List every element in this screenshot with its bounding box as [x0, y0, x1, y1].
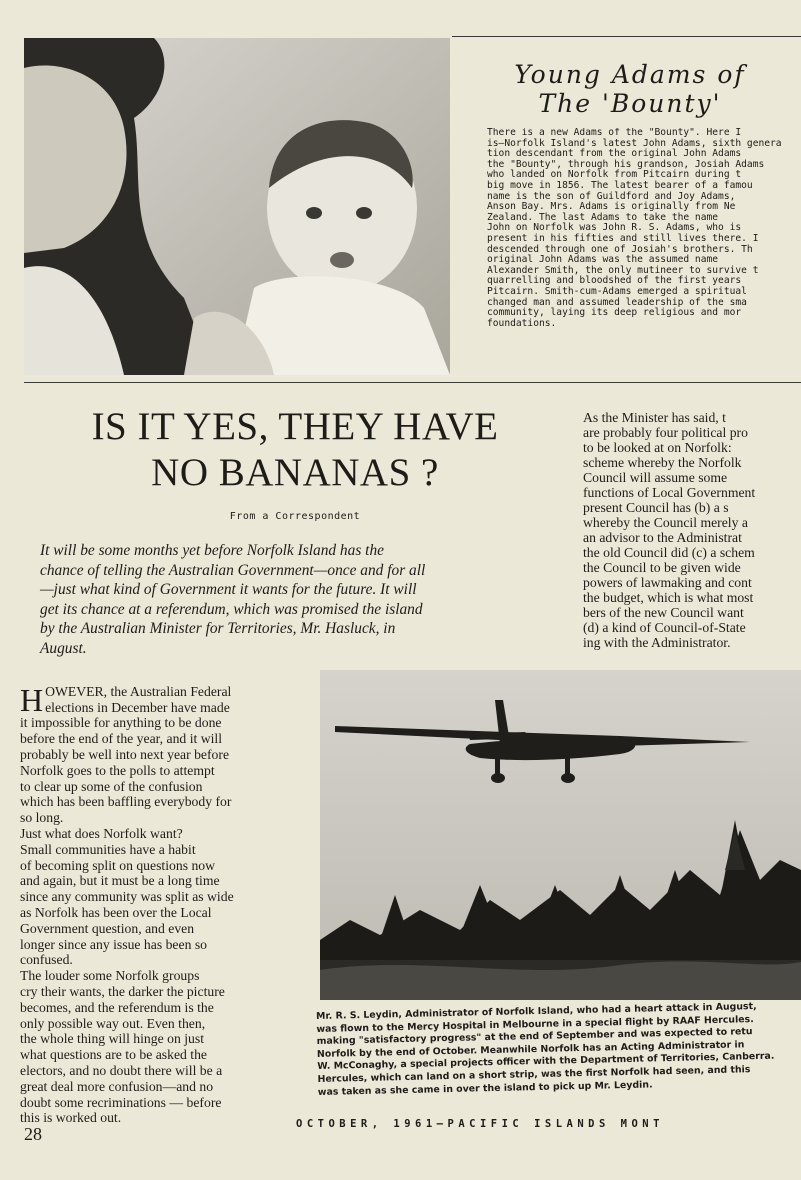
top-rule — [452, 36, 801, 37]
page-number: 28 — [24, 1124, 42, 1144]
photo-illustration — [24, 38, 450, 375]
headline: IS IT YES, THEY HAVE NO BANANAS ? — [91, 405, 499, 494]
article-body — [20, 668, 284, 1126]
drop-cap: H — [20, 681, 44, 718]
sidebar-title: Young Adams of The 'Bounty' — [514, 60, 746, 118]
running-footer: OCTOBER, 1961—PACIFIC ISLANDS MONT — [296, 1118, 664, 1130]
aircraft-over-pines-photo — [320, 670, 801, 1000]
byline: From a Correspondent — [229, 511, 361, 522]
photo-caption: Mr. R. S. Leydin, Administrator of Norfolk Island, who had a heart attack in August, was flown to the Mercy Hospital in Melbourne in a special flight by RAAF Hercules. making "satisfactory progress" at the end of September and was expected to retu Norfolk by the end of October. Meanwhile Norfolk has an Acting Administrator in W. McConaghy, a special projects officer with the Department of Territories, Canberra. Hercules, which can land on a short strip, was the first Norfolk had seen, and this was taken as she came in over the island to pick up Mr. Leydin. — [316, 1001, 775, 1098]
photo-illustration-plane — [320, 670, 801, 1000]
sidebar-body: There is a new Adams of the "Bounty". Here I is—Norfolk Island's latest John Adams, sixth genera tion descendant from the original John Adams the "Bounty", through his grandson, Josiah Adams who landed on Norfolk from Pitcairn during t big move in 1856. The latest bearer of a famou name is the son of Guildford and Joy Adams, Anson Bay. Mrs. Adams is originally from Ne Zealand. The last Adams to take the name John on Norfolk was John R. S. Adams, who is present in his fifties and still lives there. I descended through one of Josiah's brothers. Th original John Adams was the assumed name Alexander Smith, the only mutineer to survive t quarrelling and bloodshed of the first years Pitcairn. Smith-cum-Adams emerged a spiritual changed man and assumed leadership of the sma community, laying its deep religious and mor foundations. — [487, 128, 782, 329]
right-column-text: As the Minister has said, t are probably four political pro to be looked at on Norfolk: scheme whereby the Norfolk Council will assume some functions of Local Government present Council has (b) a s whereby the Council merely a an advisor to the Administrat the old Council did (c) a schem the Council to be given wide powers of lawmaking and cont the budget, which is what most bers of the new Council want (d) a kind of Council-of-State ing with the Administrator. — [583, 410, 756, 650]
mother-and-baby-photo — [24, 38, 450, 375]
intro-paragraph: It will be some months yet before Norfolk Island has the chance of telling the Australian Government—once and for all —just what kind of Government it wants for the future. It will get its chance at a referendum, which was promised the island by the Australian Minister for Territories, Mr. Hasluck, in August. — [40, 542, 426, 657]
section-rule — [24, 382, 801, 383]
article-body-text: OWEVER, the Australian Federal elections in December have made it impossible for anything to be done before the end of the year, and it will probably be well into next year before Norfolk goes to the polls to attempt to clear up some of the confusion which has been baffling everybody for so long. Just what does Norfolk want? Small communities have a habit of becoming split on questions now and again, but it must be a long time since any community was split as wide as Norfolk has been over the Local Government question, and even longer since any issue has been so confused. The louder some Norfolk groups cry their wants, the darker the picture becomes, and the referendum is the only possible way out. Even then, the whole thing will hinge on just what questions are to be asked the electors, and no doubt there will be a great deal more confusion—and no doubt some recriminations — before this is worked out. — [20, 683, 234, 1126]
